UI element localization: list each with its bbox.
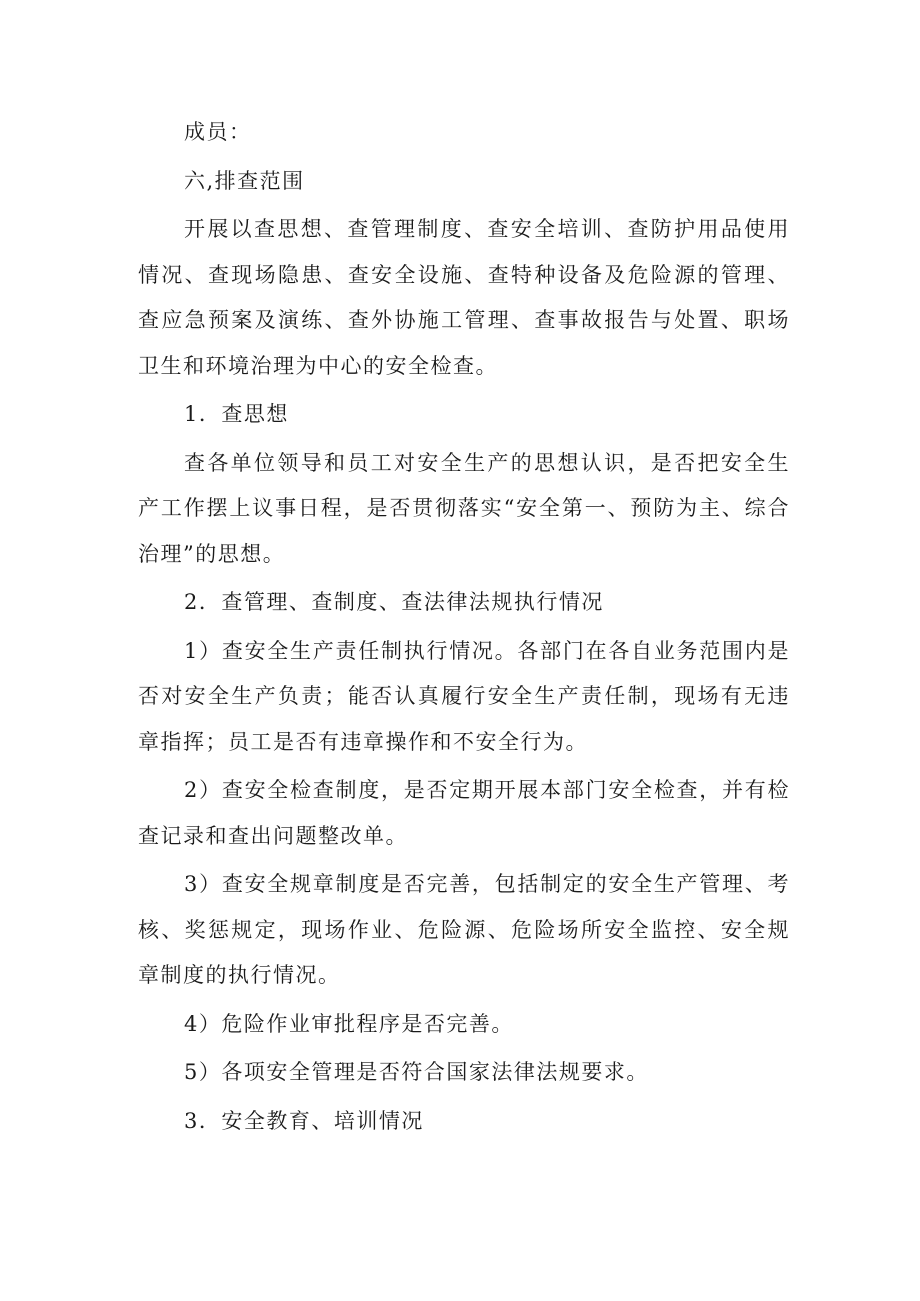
paragraph-item-3: 3）查安全规章制度是否完善，包括制定的安全生产管理、考核、奖惩规定，现场作业、危险源、危险场所安全监控、安全规章制度的执行情况。 xyxy=(138,872,790,987)
document-body xyxy=(138,110,790,1144)
paragraph-item-4: 4）危险作业审批程序是否完善。 xyxy=(184,1011,514,1036)
paragraph-item-5: 5）各项安全管理是否符合国家法律法规要求。 xyxy=(184,1060,649,1084)
members-label: 成员： xyxy=(184,120,252,144)
subheading-safety-training: 3．安全教育、培训情况 xyxy=(184,1108,424,1133)
subheading-check-thinking: 1．查思想 xyxy=(184,402,289,426)
paragraph-scope-intro: 开展以查思想、查管理制度、查安全培训、查防护用品使用情况、查现场隐患、查安全设施、查特种设备及危险源的管理、查应急预案及演练、查外协施工管理、查事故报告与处置、职场卫生和环境治理为中心的安全检查。 xyxy=(138,217,790,378)
subheading-check-management: 2．查管理、查制度、查法律法规执行情况 xyxy=(184,590,604,614)
paragraph-check-thinking: 查各单位领导和员工对安全生产的思想认识，是否把安全生产工作摆上议事日程，是否贯彻落实“安全第一、预防为主、综合治理”的思想。 xyxy=(138,450,790,566)
section-heading-scope: 六,排查范围 xyxy=(184,168,305,193)
paragraph-item-1: 1）查安全生产责任制执行情况。各部门在各自业务范围内是否对安全生产负责；能否认真履行安全生产责任制，现场有无违章指挥；员工是否有违章操作和不安全行为。 xyxy=(138,638,790,754)
paragraph-item-2: 2）查安全检查制度，是否定期开展本部门安全检查，并有检查记录和查出问题整改单。 xyxy=(138,778,790,848)
